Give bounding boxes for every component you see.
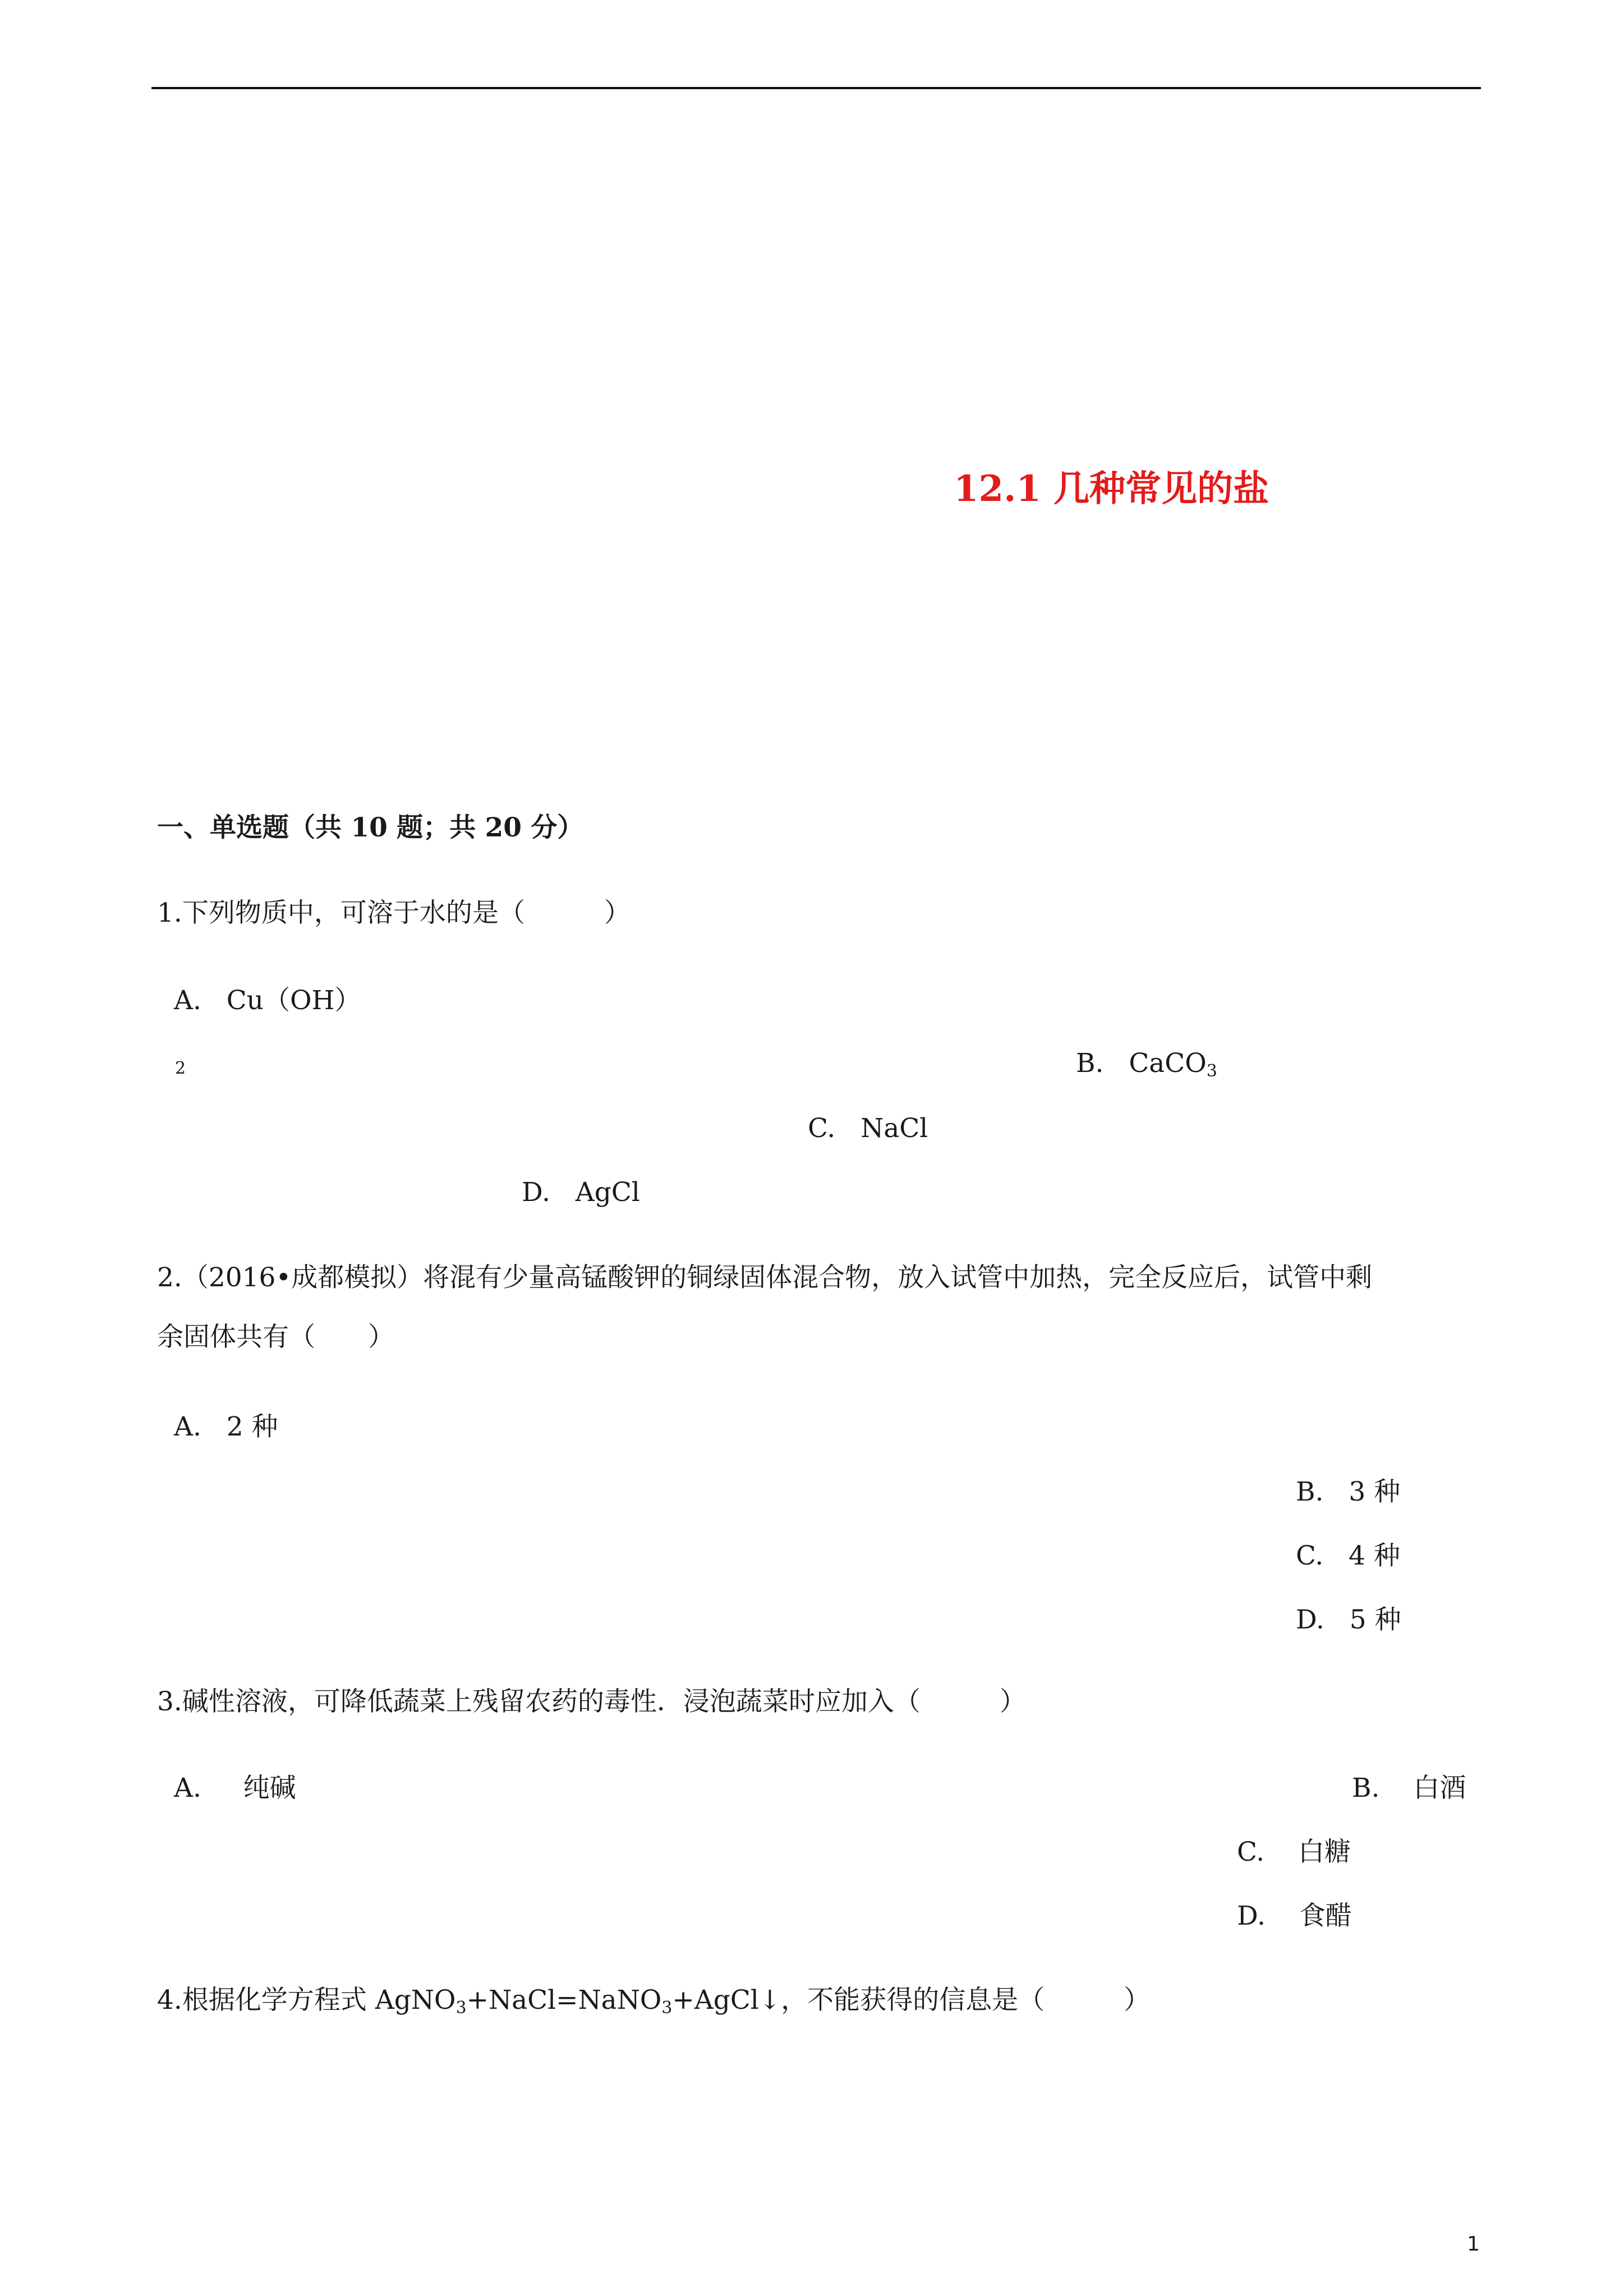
option-label: A.	[174, 1411, 201, 1442]
option-text: 白糖	[1298, 1837, 1351, 1867]
q2-option-b[interactable]	[1296, 1476, 1401, 1507]
q3-option-c[interactable]	[1237, 1839, 1351, 1865]
option-label: B.	[1352, 1773, 1380, 1803]
q3-option-d[interactable]	[1237, 1903, 1352, 1929]
stem-part: 4.根据化学方程式 AgNO	[157, 1985, 456, 2016]
q1-option-a-subscript: 2	[175, 1059, 186, 1078]
q1-option-a[interactable]	[174, 987, 361, 1014]
header-rule	[151, 87, 1481, 89]
option-text: 4 种	[1349, 1540, 1400, 1571]
q1-option-b[interactable]	[1076, 1050, 1217, 1080]
q3-option-b[interactable]	[1352, 1775, 1466, 1801]
option-label: C.	[1237, 1837, 1265, 1867]
option-label: C.	[1296, 1540, 1324, 1571]
subscript: 3	[1206, 1061, 1217, 1081]
option-text: 纯碱	[243, 1773, 296, 1803]
q3-option-a[interactable]	[174, 1775, 296, 1801]
stem-part: +NaCl=NaNO	[466, 1985, 662, 2016]
q2-option-a[interactable]	[174, 1411, 278, 1442]
question-4-stem	[157, 1987, 1150, 2017]
option-text: 食醋	[1299, 1901, 1352, 1931]
option-text: AgCl	[575, 1177, 640, 1208]
option-text: NaCl	[861, 1113, 928, 1144]
stem-part: +AgCl↓，不能获得的信息是（ ）	[672, 1985, 1151, 2016]
option-text: 5 种	[1349, 1604, 1401, 1635]
option-label: A.	[174, 1773, 201, 1803]
q1-option-c[interactable]	[808, 1115, 928, 1142]
subscript: 3	[661, 1998, 673, 2018]
option-label: D.	[1237, 1901, 1266, 1931]
option-label: D.	[522, 1177, 550, 1208]
question-2-stem-line2: 余固体共有（ ）	[157, 1322, 394, 1352]
q2-option-c[interactable]	[1296, 1540, 1400, 1571]
option-label: C.	[808, 1113, 836, 1144]
option-text: 3 种	[1349, 1476, 1401, 1507]
option-text: CaCO	[1129, 1048, 1207, 1079]
question-1-stem: 1.下列物质中，可溶于水的是（ ）	[157, 898, 631, 928]
page-number: 1	[1467, 2233, 1480, 2256]
option-label: D.	[1296, 1604, 1324, 1635]
subscript: 3	[456, 1998, 467, 2018]
option-label: A.	[174, 985, 201, 1016]
question-2-stem-line1: 2.（2016•成都模拟）将混有少量高锰酸钾的铜绿固体混合物，放入试管中加热，完全反应后，试管中剩	[157, 1262, 1373, 1293]
q2-option-d[interactable]	[1296, 1604, 1401, 1635]
option-text: 白酒	[1413, 1773, 1466, 1803]
q1-option-d[interactable]	[522, 1177, 640, 1208]
question-3-stem: 3.碱性溶液，可降低蔬菜上残留农药的毒性．浸泡蔬菜时应加入（ ）	[157, 1686, 1026, 1717]
section-heading: 一、单选题（共 10 题；共 20 分）	[157, 812, 584, 843]
option-text: 2 种	[226, 1411, 278, 1442]
option-label: B.	[1296, 1476, 1324, 1507]
document-title: 12.1 几种常见的盐	[954, 468, 1269, 510]
option-text: Cu（OH）	[226, 985, 361, 1016]
option-label: B.	[1076, 1048, 1104, 1079]
